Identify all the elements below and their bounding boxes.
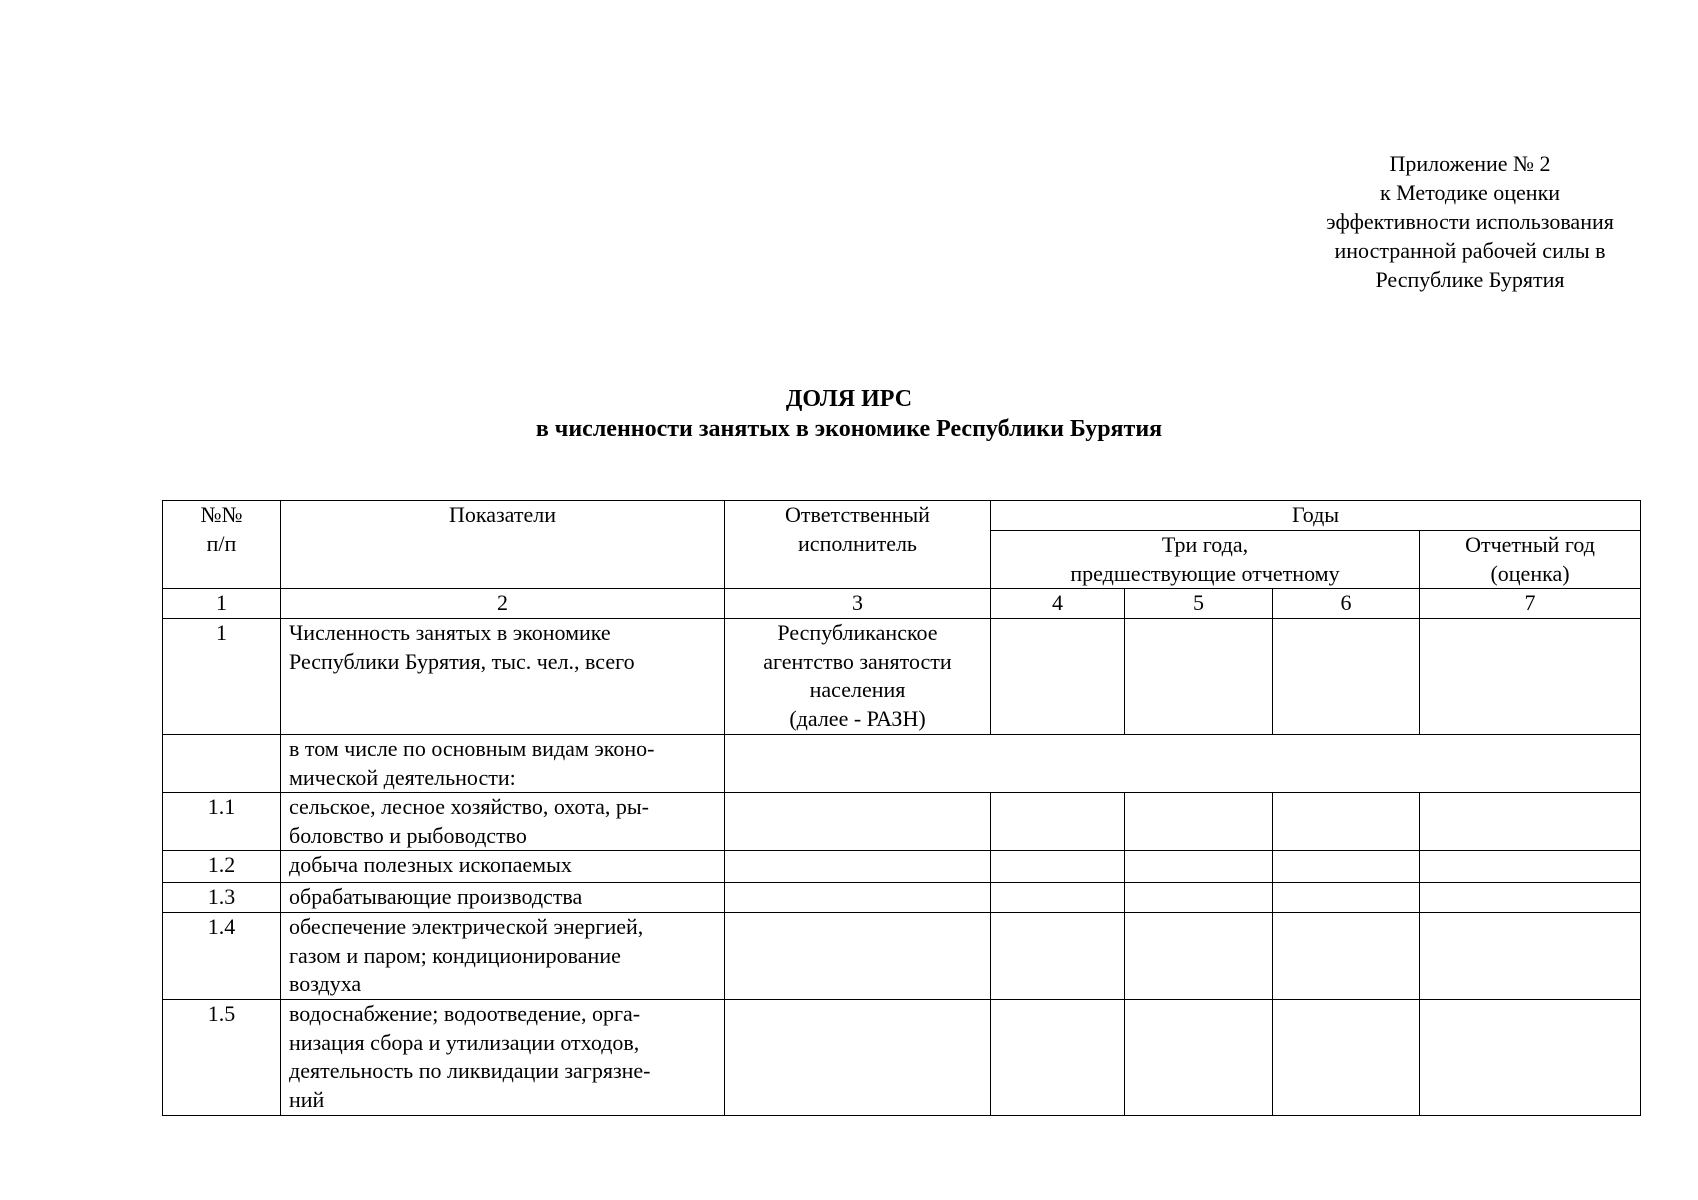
empty-cell — [1420, 619, 1641, 735]
empty-cell — [1273, 883, 1420, 913]
empty-cell — [725, 913, 991, 1000]
empty-cell — [1420, 1000, 1641, 1116]
appendix-note — [1300, 149, 1640, 294]
header-row-1 — [163, 501, 1641, 531]
header-num: №№ п/п — [163, 501, 281, 589]
column-number: 3 — [725, 589, 991, 619]
header-report-year: Отчетный год (оценка) — [1420, 531, 1641, 589]
table-row — [163, 883, 1641, 913]
subheader-row — [163, 735, 1641, 793]
empty-cell — [1125, 793, 1273, 851]
row-indicator: сельское, лесное хозяйство, охота, ры- боловство и рыбоводство — [281, 793, 725, 851]
column-number: 4 — [991, 589, 1125, 619]
empty-cell — [1273, 793, 1420, 851]
indicators-table — [162, 500, 1641, 1116]
empty-cell — [1125, 913, 1273, 1000]
row-number: 1.2 — [163, 851, 281, 883]
title-line-2: в численности занятых в экономике Республики Бурятия — [535, 416, 1163, 442]
empty-cell — [991, 851, 1125, 883]
column-number: 1 — [163, 589, 281, 619]
appendix-line: к Методике оценки — [1379, 180, 1561, 205]
column-number: 2 — [281, 589, 725, 619]
table-row — [163, 913, 1641, 1000]
row-indicator: обрабатывающие производства — [281, 883, 725, 913]
row-number: 1.3 — [163, 883, 281, 913]
header-three-years: Три года, предшествующие отчетному — [991, 531, 1420, 589]
empty-cell — [1125, 851, 1273, 883]
row-indicator: добыча полезных ископаемых — [281, 851, 725, 883]
empty-cell — [1273, 1000, 1420, 1116]
empty-cell — [1420, 913, 1641, 1000]
header-indicators: Показатели — [281, 501, 725, 589]
header-executor: Ответственный исполнитель — [725, 501, 991, 589]
column-number: 7 — [1420, 589, 1641, 619]
appendix-line: Приложение № 2 — [1389, 151, 1551, 176]
title-line-1: ДОЛЯ ИРС — [785, 386, 913, 412]
empty-cell — [163, 735, 281, 793]
row-indicator: водоснабжение; водоотведение, орга- низация сбора и утилизации отходов, деятельность по ликвидации загрязне- ний — [281, 1000, 725, 1116]
empty-cell — [1273, 851, 1420, 883]
empty-cell — [1273, 913, 1420, 1000]
empty-cell — [1125, 883, 1273, 913]
empty-cell — [1420, 883, 1641, 913]
table-row — [163, 793, 1641, 851]
row-executor: Республиканское агентство занятости населения (далее - РАЗН) — [725, 619, 991, 735]
column-number: 5 — [1125, 589, 1273, 619]
appendix-line: иностранной рабочей силы в — [1334, 238, 1606, 263]
empty-cell — [1125, 1000, 1273, 1116]
table-row — [163, 619, 1641, 735]
empty-cell — [1420, 793, 1641, 851]
subheader-text: в том числе по основным видам эконо- мической деятельности: — [281, 735, 725, 793]
row-number: 1.1 — [163, 793, 281, 851]
column-number: 6 — [1273, 589, 1420, 619]
document-title — [0, 384, 1698, 444]
empty-cell — [725, 735, 1641, 793]
empty-cell — [725, 851, 991, 883]
empty-cell — [1420, 851, 1641, 883]
header-years: Годы — [991, 501, 1641, 531]
row-number: 1 — [163, 619, 281, 735]
empty-cell — [1125, 619, 1273, 735]
appendix-line: эффективности использования — [1326, 209, 1614, 234]
row-indicator: Численность занятых в экономике Республики Бурятия, тыс. чел., всего — [281, 619, 725, 735]
row-number: 1.5 — [163, 1000, 281, 1116]
appendix-line: Республике Бурятия — [1375, 267, 1565, 292]
empty-cell — [991, 883, 1125, 913]
empty-cell — [725, 793, 991, 851]
row-number: 1.4 — [163, 913, 281, 1000]
table-row — [163, 1000, 1641, 1116]
row-indicator: обеспечение электрической энергией, газом и паром; кондиционирование воздуха — [281, 913, 725, 1000]
empty-cell — [991, 793, 1125, 851]
column-numbers-row — [163, 589, 1641, 619]
empty-cell — [725, 883, 991, 913]
empty-cell — [1273, 619, 1420, 735]
empty-cell — [991, 619, 1125, 735]
empty-cell — [991, 913, 1125, 1000]
table-row — [163, 851, 1641, 883]
empty-cell — [725, 1000, 991, 1116]
empty-cell — [991, 1000, 1125, 1116]
